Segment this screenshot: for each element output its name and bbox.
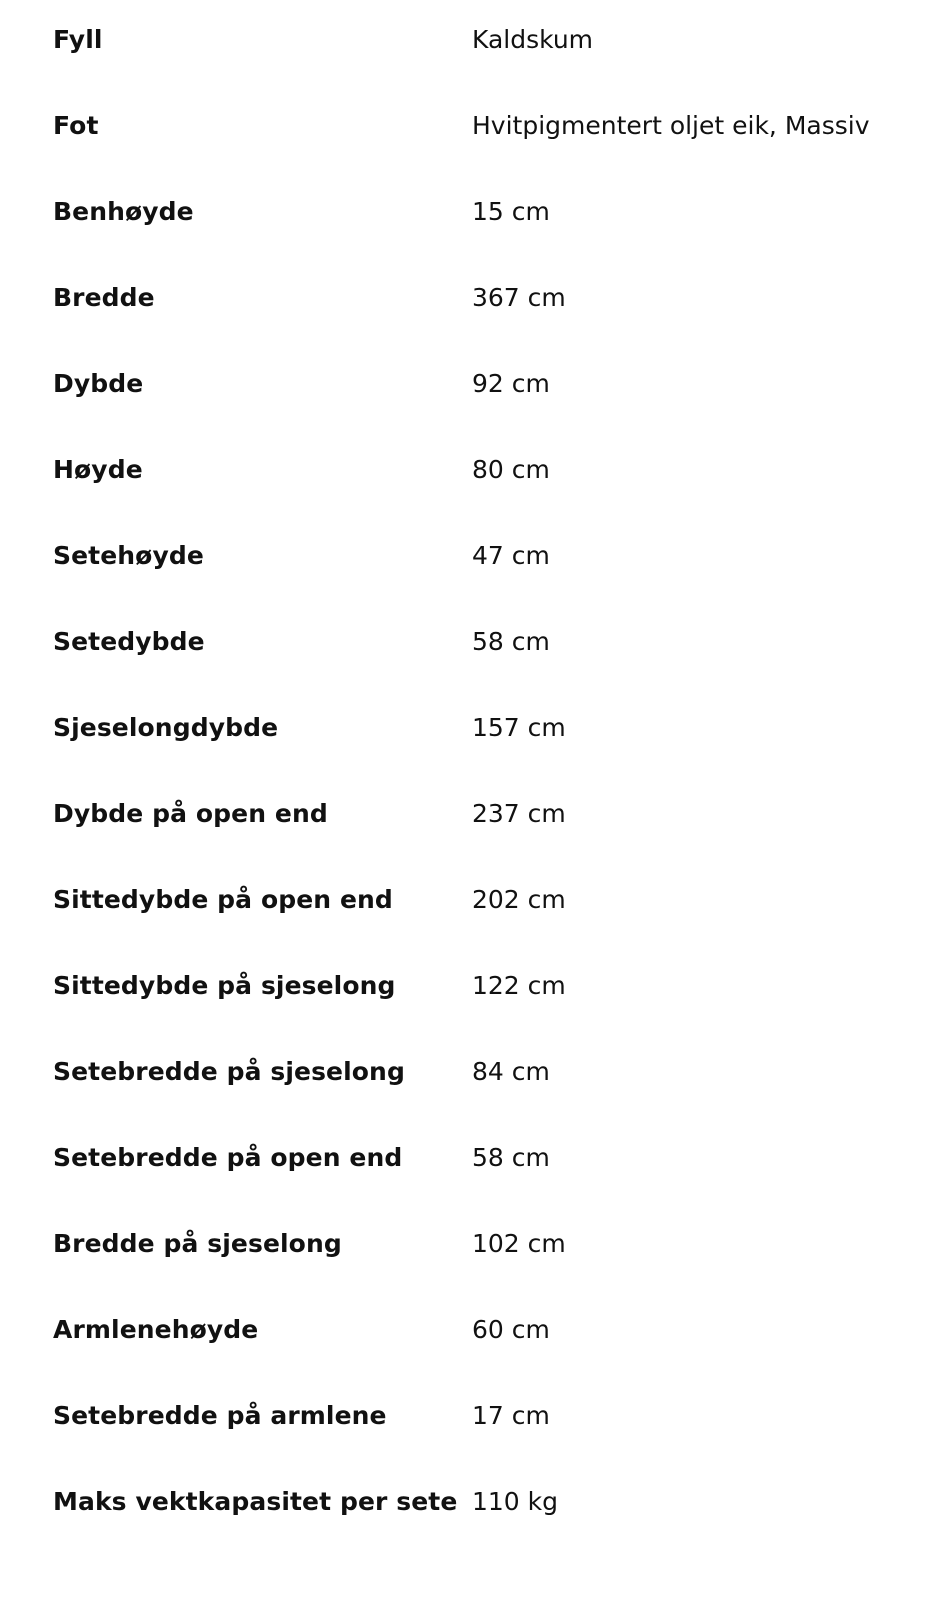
spec-value: 110 kg <box>472 1487 559 1516</box>
spec-row-setedybde <box>0 599 938 685</box>
spec-value: 122 cm <box>472 971 566 1000</box>
spec-row-setehoyde <box>0 513 938 599</box>
spec-label: Maks vektkapasitet per sete <box>53 1487 458 1516</box>
spec-label: Fot <box>53 111 99 140</box>
spec-label: Armlenehøyde <box>53 1315 259 1344</box>
spec-row-setebredde-open-end <box>0 1115 938 1201</box>
spec-row-sittedybde-sjeselong <box>0 943 938 1029</box>
spec-value: 15 cm <box>472 197 550 226</box>
spec-label: Setebredde på armlene <box>53 1401 387 1430</box>
spec-value: 102 cm <box>472 1229 566 1258</box>
spec-value: 58 cm <box>472 627 550 656</box>
spec-label: Bredde på sjeselong <box>53 1229 342 1258</box>
spec-label: Dybde på open end <box>53 799 328 828</box>
spec-label: Setehøyde <box>53 541 204 570</box>
spec-label: Sjeselongdybde <box>53 713 279 742</box>
spec-label: Setedybde <box>53 627 205 656</box>
spec-row-sjeselongdybde <box>0 685 938 771</box>
spec-value: Hvitpigmentert oljet eik, Massiv <box>472 111 870 140</box>
spec-row-sittedybde-open-end <box>0 857 938 943</box>
spec-row-dybde-open-end <box>0 771 938 857</box>
spec-value: 202 cm <box>472 885 566 914</box>
spec-label: Sittedybde på sjeselong <box>53 971 396 1000</box>
spec-row-fyll <box>0 0 938 83</box>
spec-value: 60 cm <box>472 1315 550 1344</box>
spec-label: Dybde <box>53 369 144 398</box>
spec-label: Sittedybde på open end <box>53 885 393 914</box>
spec-value: 84 cm <box>472 1057 550 1086</box>
spec-value: 92 cm <box>472 369 550 398</box>
spec-row-bredde-sjeselong <box>0 1201 938 1287</box>
spec-label: Bredde <box>53 283 155 312</box>
spec-value: 237 cm <box>472 799 566 828</box>
spec-row-benhoyde <box>0 169 938 255</box>
spec-row-maks-vektkapasitet <box>0 1459 938 1545</box>
spec-value: 367 cm <box>472 283 566 312</box>
spec-value: 58 cm <box>472 1143 550 1172</box>
spec-row-bredde <box>0 255 938 341</box>
spec-row-setebredde-sjeselong <box>0 1029 938 1115</box>
spec-label: Høyde <box>53 455 143 484</box>
spec-row-hoyde <box>0 427 938 513</box>
spec-value: Kaldskum <box>472 25 594 54</box>
spec-row-fot <box>0 83 938 169</box>
spec-row-dybde <box>0 341 938 427</box>
spec-row-setebredde-armlene <box>0 1373 938 1459</box>
spec-value: 17 cm <box>472 1401 550 1430</box>
spec-value: 47 cm <box>472 541 550 570</box>
spec-label: Benhøyde <box>53 197 194 226</box>
spec-value: 157 cm <box>472 713 566 742</box>
spec-value: 80 cm <box>472 455 550 484</box>
spec-label: Setebredde på sjeselong <box>53 1057 405 1086</box>
spec-label: Fyll <box>53 25 103 54</box>
spec-label: Setebredde på open end <box>53 1143 403 1172</box>
spec-row-armlenehoyde <box>0 1287 938 1373</box>
